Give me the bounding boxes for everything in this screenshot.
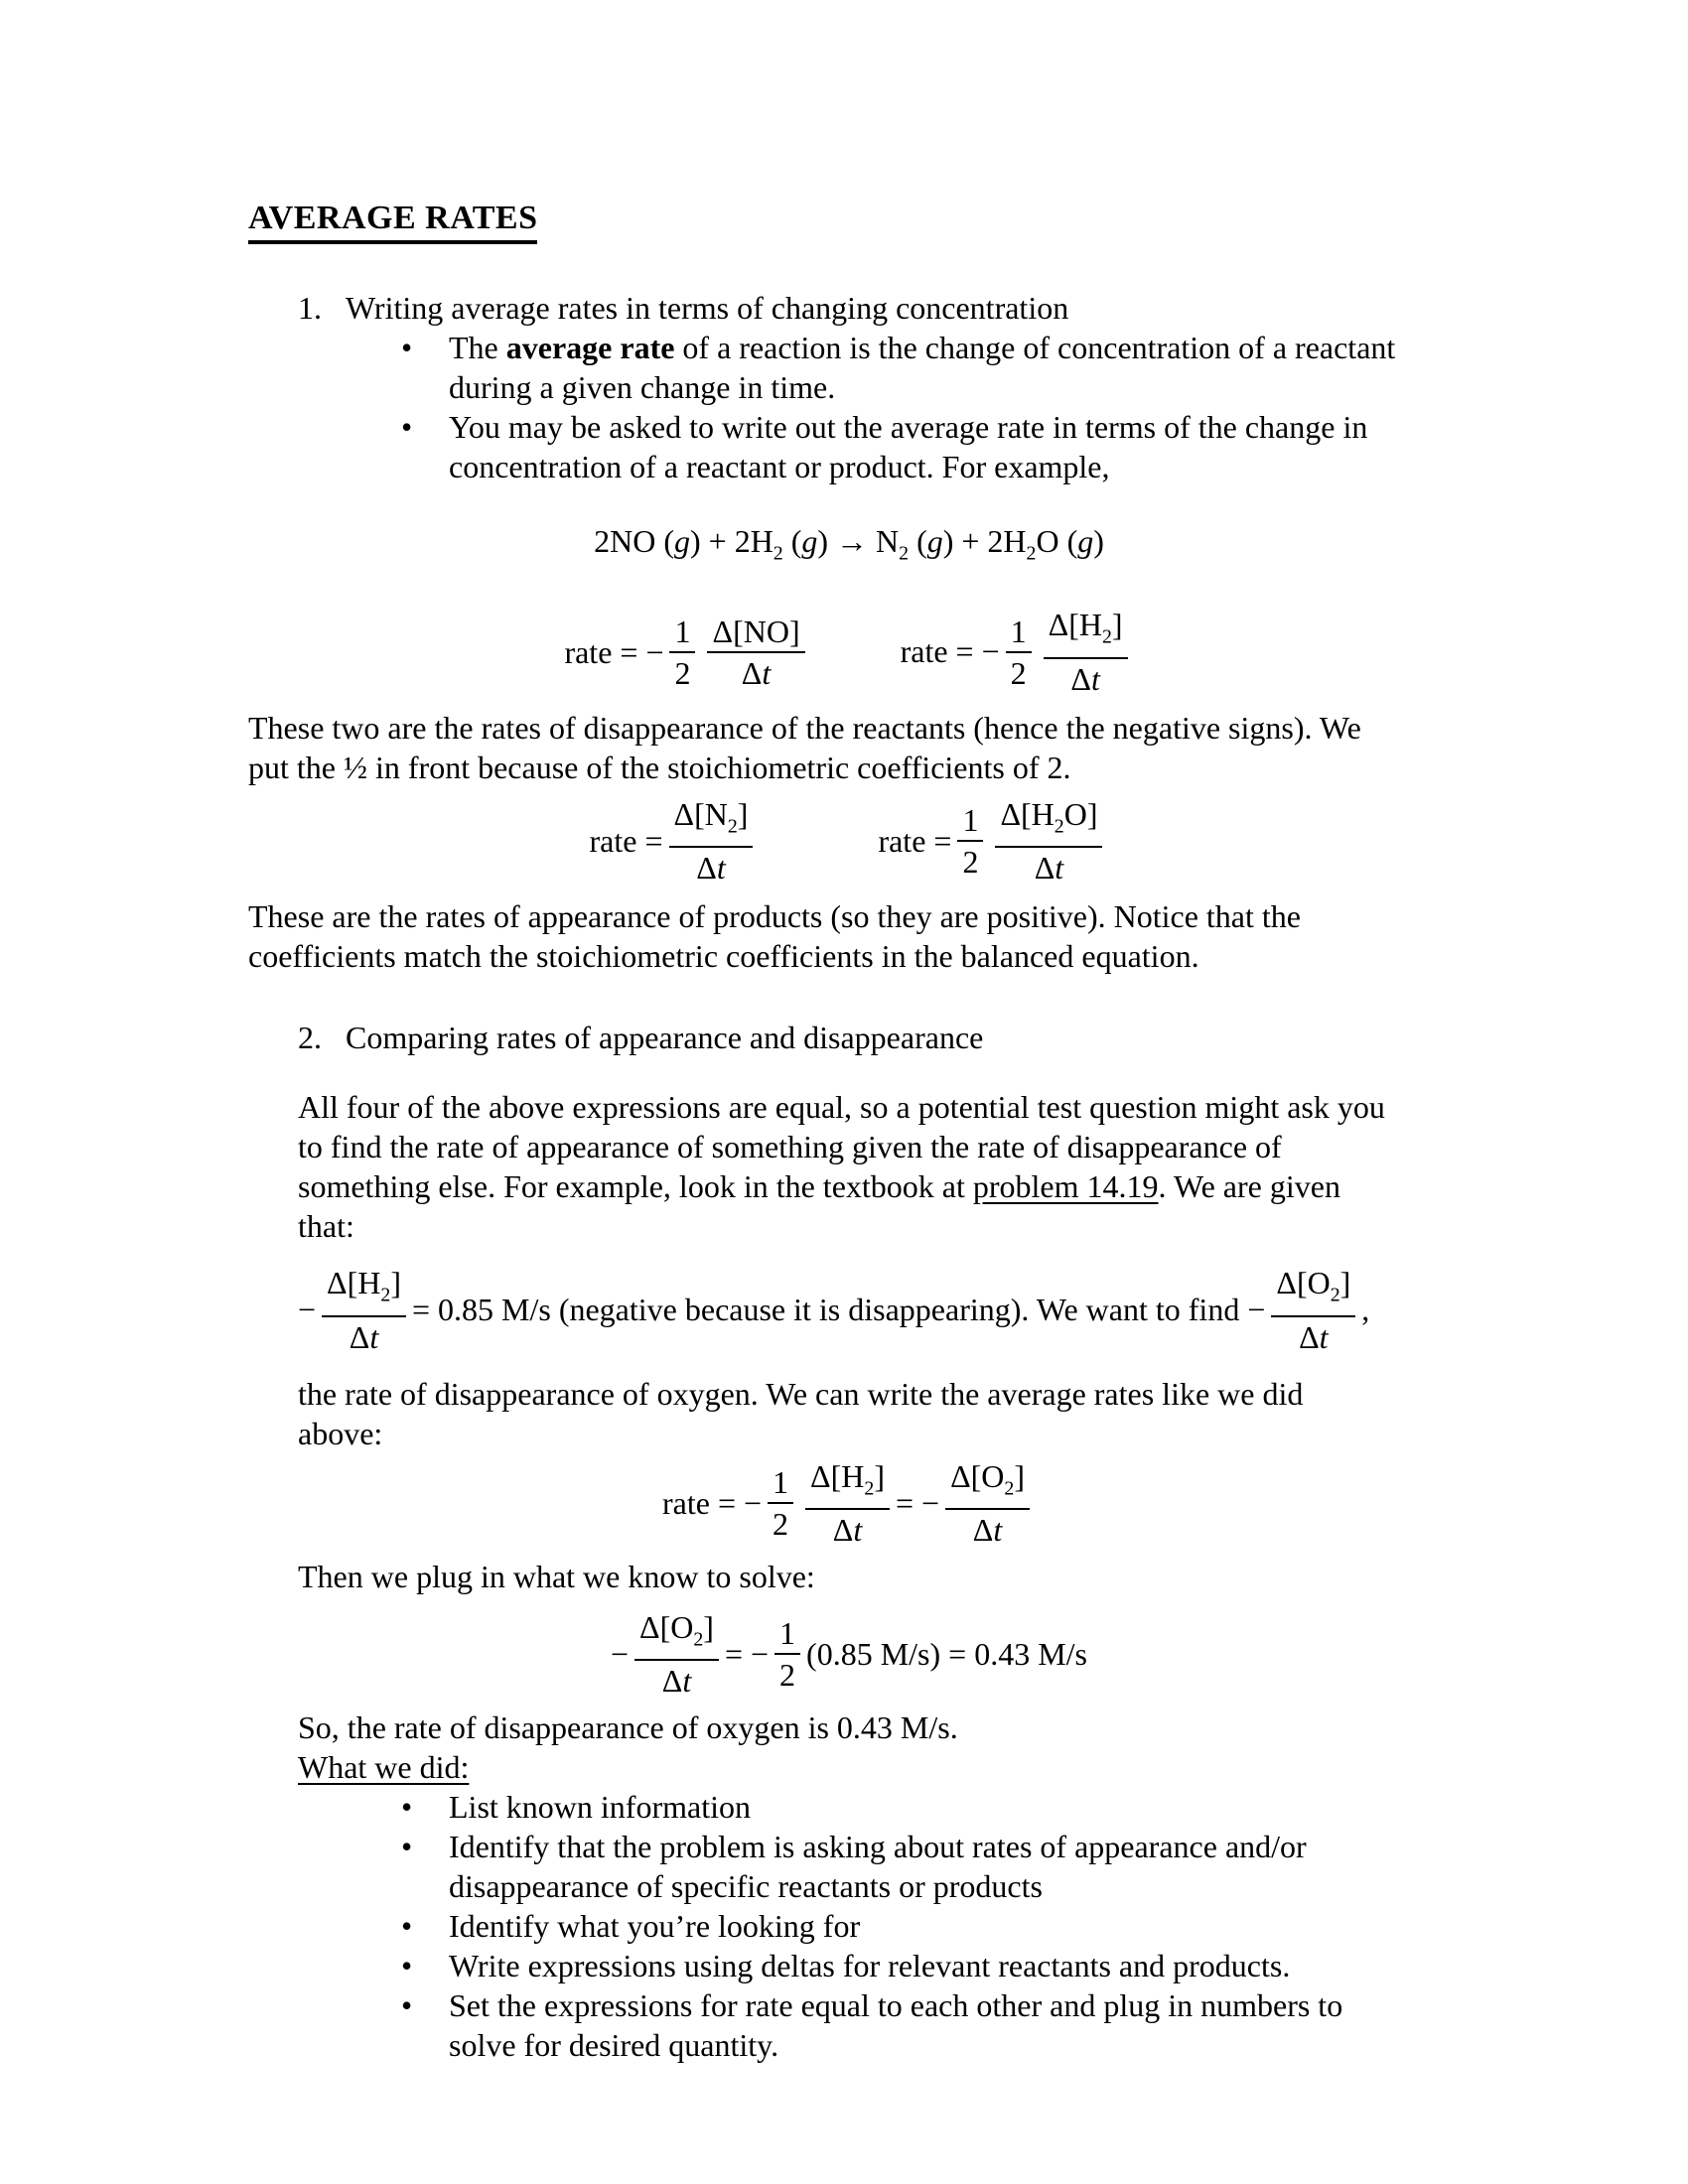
bullet-icon: • (401, 330, 413, 365)
numbered-item-2 (298, 1018, 1450, 1057)
text-line: These two are the rates of disappearance of the reactants (hence the negative signs). We (248, 709, 1361, 746)
text-line: that: (298, 1208, 354, 1245)
bullet-icon: • (401, 409, 413, 445)
fraction-delta-o2: $\frac{\Delta[O_2]}{\Delta t}$ (1271, 1264, 1355, 1355)
text-line: solve for desired quantity. (449, 2027, 779, 2064)
rate-equations-row-2 (248, 795, 1450, 887)
chemical-equation (248, 518, 1450, 576)
bullet-average-rate-definition (401, 328, 1450, 407)
paragraph-oxygen (298, 1374, 1450, 1453)
fraction-delta-h2: $\frac{\Delta[H_2]}{\Delta t}$ (1044, 606, 1128, 697)
fraction-delta-h2o: $\frac{\Delta[H_2O]}{\Delta t}$ (995, 795, 1102, 887)
bullet-list-known (401, 1787, 1450, 1827)
text-line: Identify that the problem is asking about rates of appearance and/or (449, 1829, 1307, 1865)
fraction-delta-h2: $\frac{\Delta[H_2]}{\Delta t}$ (322, 1264, 406, 1355)
text-line: to find the rate of appearance of something given the rate of disappearance of (298, 1129, 1282, 1165)
text-line: above: (298, 1415, 383, 1451)
bullet-identify-goal (401, 1906, 1450, 1946)
rate-equation-no: rate = − $\frac{1}{2}$ $\frac{\Delta[NO]}{\Delta t}$ (564, 613, 810, 692)
bullet-set-equal (401, 1985, 1450, 2065)
fraction-one-half: $\frac{1}{2}$ (957, 801, 983, 881)
equation-combined-rates: rate = − $\frac{1}{2}$ $\frac{\Delta[H_2]}{\Delta t}$ = − $\frac{\Delta[O_2]}{\Delta t}$ (248, 1457, 1450, 1549)
bullet-write-expressions (401, 1946, 1450, 1985)
text-line: The average rate of a reaction is the change of concentration of a reactant (449, 330, 1396, 365)
text-line: put the ½ in front because of the stoichiometric coefficients of 2. (248, 749, 1071, 785)
fraction-one-half: $\frac{1}{2}$ (768, 1463, 793, 1543)
bullet-icon: • (401, 1789, 413, 1826)
numbered-item-2-heading: Comparing rates of appearance and disappearance (346, 1020, 984, 1056)
page-title: AVERAGE RATES (248, 200, 537, 244)
equation-solve: − $\frac{\Delta[O_2]}{\Delta t}$ = − $\frac{1}{2}$ (0.85 M/s) = 0.43 M/s (610, 1608, 1087, 1700)
list-number: 1. (298, 290, 322, 326)
numbered-item-1 (298, 288, 1450, 328)
text-line: concentration of a reactant or product. For example, (449, 449, 1110, 484)
list-number: 2. (298, 1020, 322, 1056)
paragraph-test-question (298, 1087, 1450, 1246)
text-line: during a given change in time. (449, 369, 836, 405)
bullet-icon: • (401, 1829, 413, 1865)
fraction-one-half: $\frac{1}{2}$ (774, 1614, 800, 1694)
bullet-write-average-rate (401, 407, 1450, 486)
fraction-delta-n2: $\frac{\Delta[N_2]}{\Delta t}$ (669, 795, 754, 887)
fraction-one-half: $\frac{1}{2}$ (1006, 613, 1032, 692)
text-line: Write expressions using deltas for relevant reactants and products. (449, 1948, 1291, 1984)
text-line: disappearance of specific reactants or products (449, 1868, 1043, 1905)
text-line: Set the expressions for rate equal to each other and plug in numbers to (449, 1987, 1343, 2024)
fraction-delta-o2: $\frac{\Delta[O_2]}{\Delta t}$ (634, 1608, 719, 1700)
fraction-one-half: $\frac{1}{2}$ (669, 613, 695, 692)
fraction-delta-h2: $\frac{\Delta[H_2]}{\Delta t}$ (805, 1457, 890, 1549)
bullet-icon: • (401, 1908, 413, 1945)
text-line: something else. For example, look in the textbook at problem 14.19. We are given (298, 1168, 1340, 1205)
text-line: These are the rates of appearance of products (so they are positive). Notice that the (248, 898, 1301, 935)
what-we-did-heading (298, 1747, 1450, 1787)
chemical-equation-text: 2NO $(g) + 2H_2$ $(g) \to N_2$ $(g) + 2H_2O$ (g) (594, 523, 1104, 565)
rate-equations-row-1 (248, 606, 1450, 697)
fraction-delta-no: $\frac{\Delta[NO]}{\Delta t}$ (707, 613, 804, 692)
text-line: Identify what you’re looking for (449, 1908, 861, 1945)
bullet-identify-problem (401, 1827, 1450, 1906)
bullet-icon: • (401, 1987, 413, 2024)
text-line: So, the rate of disappearance of oxygen is 0.43 M/s. (298, 1709, 958, 1746)
rate-equation-n2: rate = $\frac{\Delta[N_2]}{\Delta t}$ (590, 795, 760, 887)
rate-equation-h2o: rate = $\frac{1}{2}$ $\frac{\Delta[H_2O]}{\Delta t}$ (878, 795, 1108, 887)
paragraph-disappearance (248, 708, 1450, 787)
text-line: the rate of disappearance of oxygen. We can write the average rates like we did (298, 1375, 1304, 1412)
equation-given-rate: − $\frac{\Delta[H_2]}{\Delta t}$ = 0.85 M/s (negative because it is disappearing). We want to find − $\frac{\Delta[O_2]}{\Delta t}$ , (298, 1265, 1370, 1355)
text-line: Then we plug in what we know to solve: (298, 1558, 815, 1594)
paragraph-plug-in (298, 1557, 1450, 1596)
what-we-did-list (248, 1787, 1450, 2065)
text-line: All four of the above expressions are equal, so a potential test question might ask you (298, 1089, 1385, 1126)
text-line: List known information (449, 1789, 751, 1826)
title-row (248, 198, 1450, 244)
bullet-icon: • (401, 1948, 413, 1984)
paragraph-conclusion (298, 1707, 1450, 1747)
text-line: coefficients match the stoichiometric coefficients in the balanced equation. (248, 938, 1199, 975)
what-we-did-label: What we did: (298, 1749, 470, 1786)
paragraph-appearance (248, 896, 1450, 976)
rate-equation-h2: rate = − $\frac{1}{2}$ $\frac{\Delta[H_2]}{\Delta t}$ (901, 606, 1134, 697)
text-line: You may be asked to write out the average rate in terms of the change in (449, 409, 1368, 445)
fraction-delta-o2: $\frac{\Delta[O_2]}{\Delta t}$ (945, 1457, 1030, 1549)
numbered-item-1-heading: Writing average rates in terms of changing concentration (346, 290, 1069, 326)
